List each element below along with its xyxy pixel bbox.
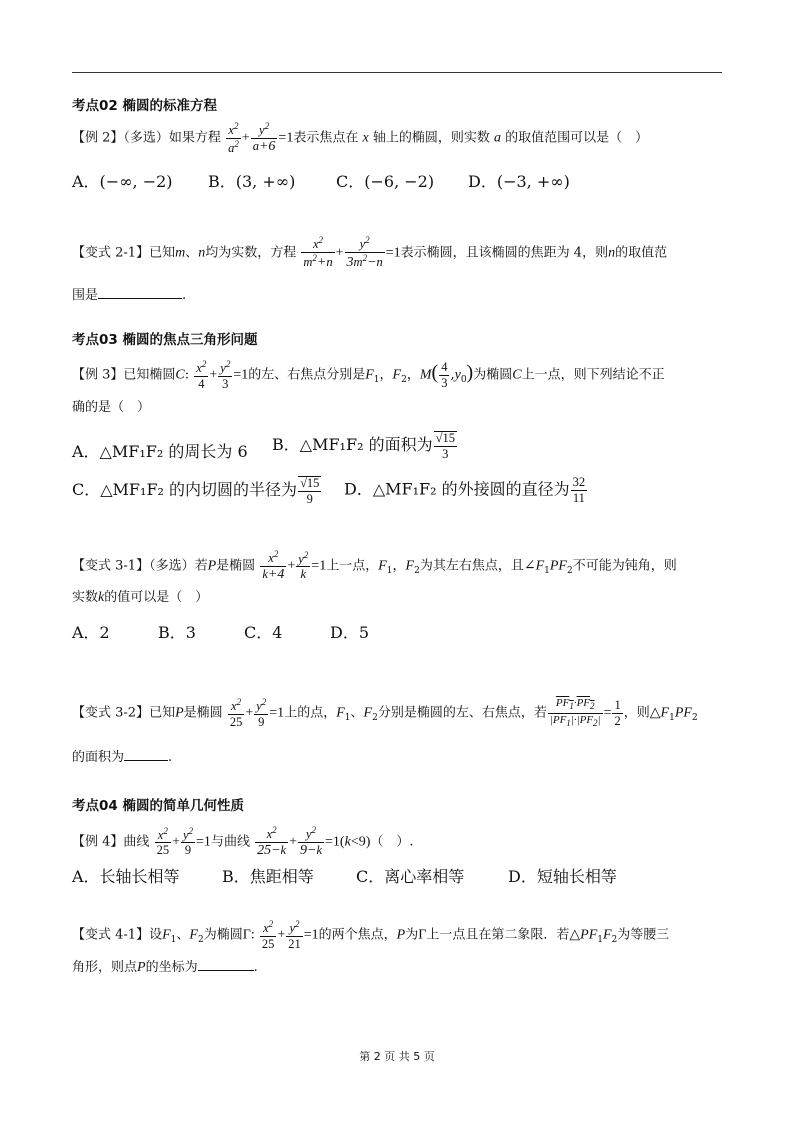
option-b: B．3	[158, 623, 196, 642]
page-footer: 第 2 页 共 5 页	[359, 1050, 435, 1063]
variant-4-1-line2: 角形，则点P的坐标为 .	[72, 956, 722, 978]
fraction: $\frac{y^2}{21}$	[288, 919, 301, 951]
variant-3-1-line2: 实数k的值可以是（ ）	[72, 590, 209, 605]
section-title-04: 考点04 椭圆的简单几何性质	[72, 798, 244, 814]
option-b: B．(3, +∞)	[208, 172, 296, 191]
fraction: $\frac{y^2}{9}$	[256, 697, 267, 729]
example-4: 【例 4】曲线 $\frac{x^2}{25}$ + $\frac{y^2}{9}$ =1与曲线 $\frac{x^2}{25-k}$ + $\frac{y^2}{9-k}$ =1(k<9)（ ）.	[72, 825, 414, 858]
fraction: $\frac{1}{2}$	[614, 698, 621, 728]
variant-4-1: 【变式 4-1】设$F_1$、$F_2$为椭圆Γ: $\frac{x^2}{25}$ + $\frac{y^2}{21}$ =1的两个焦点，P为Γ上一点且在第二象限．若$\triangle PF_1F_2$为等腰三	[72, 919, 670, 951]
option-a: A．(−∞, −2)	[72, 172, 173, 191]
section-title-02: 考点02 椭圆的标准方程	[72, 98, 217, 114]
fraction: $\frac{y^2}{a+6}$	[252, 121, 276, 154]
option-c: C．△MF₁F₂ 的内切圆的半径为 $\frac{√15}{9}$	[72, 476, 320, 506]
fraction: $\frac{y^2}{9}$	[182, 825, 194, 858]
fraction: $\frac{x^2}{25}$	[229, 697, 243, 729]
answer-blank[interactable]	[98, 284, 182, 299]
example-2: 【例 2】（多选）如果方程 $\frac{x^2}{a^2}$ + $\frac{y^2}{a+6}$ =1表示焦点在 x 轴上的椭圆，则实数 a 的取值范围可以是（ ）	[72, 121, 649, 155]
option-d: D．5	[330, 623, 370, 642]
example-3: 【例 3】已知椭圆C: $\frac{x^2}{4}$ + $\frac{y^2}{3}$ =1的左、右焦点分别是$F_1$，$F_2$，M( $\frac{4}{3}$ $,y_0$)为椭圆C上一点，则下列结论不正	[72, 359, 665, 391]
fraction: $\frac{y^2}{3}$	[220, 359, 231, 391]
variant-3-2: 【变式 3-2】已知P是椭圆 $\frac{x^2}{25}$ + $\frac{y^2}{9}$ =1上的点，$F_1$、$F_2$分别是椭圆的左、右焦点，若 $\frac{PF_1\cdot PF_2}{|PF_1|\cdot|PF_2|}$ = $\frac{1}{2}$ ，则$\triangle F_1PF_2$	[72, 697, 698, 729]
fraction: $\frac{y^2}{k}$	[298, 549, 309, 582]
fraction: $\frac{4}{3}$	[441, 360, 448, 390]
answer-blank[interactable]	[198, 956, 254, 971]
example-3-line2: 确的是（ ）	[72, 400, 151, 415]
fraction: $\frac{x^2}{m^2+n}$	[303, 235, 333, 270]
fraction: $\frac{y^2}{9-k}$	[300, 825, 323, 858]
answer-blank[interactable]	[124, 746, 168, 761]
option-b: B．△MF₁F₂ 的面积为 $\frac{√15}{3}$	[272, 431, 455, 461]
option-a: A．2	[72, 623, 110, 642]
variant-2-1-line2: 围是 .	[72, 284, 722, 306]
fraction: $\frac{x^2}{k+4}$	[262, 549, 285, 582]
option-d: D．△MF₁F₂ 的外接圆的直径为 $\frac{32}{11}$	[344, 475, 586, 505]
header-rule	[72, 72, 722, 73]
fraction: $\frac{x^2}{25}$	[261, 919, 275, 951]
option-a: A．长轴长相等	[72, 867, 180, 886]
option-b: B．焦距相等	[222, 867, 314, 886]
option-d: D．(−3, +∞)	[468, 172, 570, 191]
option-c: C．4	[244, 623, 283, 642]
example-2-tag: 【例 2】	[72, 130, 124, 146]
variant-2-1: 【变式 2-1】已知m、n均为实数，方程 $\frac{x^2}{m^2+n}$ + $\frac{y^2}{3m^2-n}$ =1表示椭圆，且该椭圆的焦距为 4，则n的取值范	[72, 235, 668, 270]
variant-3-1: 【变式 3-1】（多选）若P是椭圆 $\frac{x^2}{k+4}$ + $\frac{y^2}{k}$ =1上一点，$F_1$，$F_2$为其左右焦点，且$\angle F_1PF_2$不可能为钝角，则	[72, 549, 677, 582]
fraction: $\frac{√15}{3}$	[435, 431, 455, 461]
fraction: $\frac{PF_1\cdot PF_2}{|PF_1|\cdot|PF_2|}$	[549, 697, 601, 728]
fraction: $\frac{x^2}{25}$	[156, 825, 170, 858]
option-c: C．离心率相等	[356, 867, 465, 886]
fraction: $\frac{x^2}{25-k}$	[257, 825, 287, 858]
option-d: D．短轴长相等	[508, 867, 617, 886]
fraction: $\frac{x^2}{a^2}$	[228, 121, 239, 155]
option-c: C．(−6, −2)	[336, 172, 435, 191]
fraction: $\frac{x^2}{4}$	[196, 359, 207, 391]
fraction: $\frac{32}{11}$	[572, 475, 586, 505]
fraction: $\frac{√15}{9}$	[300, 476, 320, 506]
fraction: $\frac{y^2}{3m^2-n}$	[346, 235, 383, 270]
variant-3-2-line2: 的面积为 .	[72, 746, 722, 768]
option-a: A．△MF₁F₂ 的周长为 6	[72, 442, 248, 461]
section-title-03: 考点03 椭圆的焦点三角形问题	[72, 332, 258, 348]
